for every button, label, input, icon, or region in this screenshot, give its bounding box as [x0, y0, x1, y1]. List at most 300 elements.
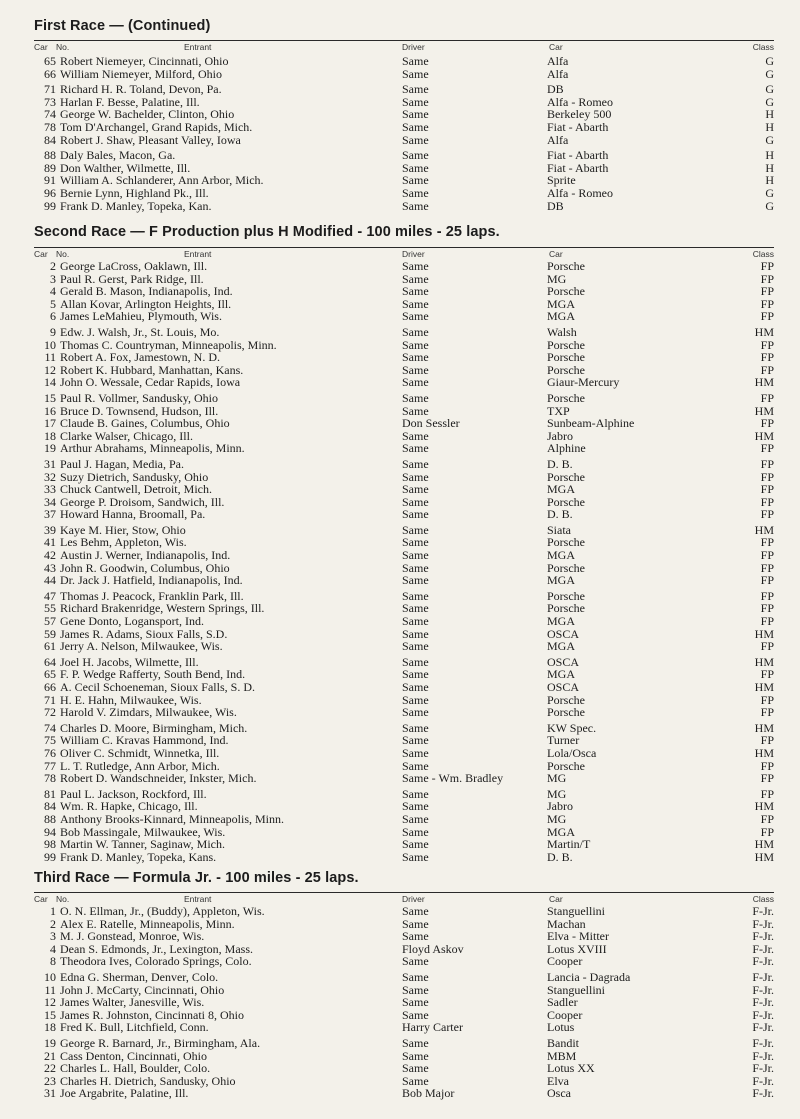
entrant-name: Don Walther, Wilmette, Ill. [60, 160, 191, 175]
car-class: HM [754, 654, 774, 669]
car-make: Elva [547, 1073, 569, 1088]
car-make: MG [547, 786, 567, 801]
car-number: 96 [44, 185, 56, 200]
car-make: Sprite [547, 173, 576, 188]
car-class: FP [760, 284, 774, 299]
entrant-name: Theodora Ives, Colorado Springs, Colo. [60, 954, 252, 969]
car-make: MGA [547, 296, 576, 311]
car-class: HM [754, 837, 774, 852]
car-number: 8 [50, 954, 56, 969]
car-number: 78 [44, 771, 56, 786]
car-number: 65 [44, 667, 56, 682]
entrant-name: George LaCross, Oaklawn, Ill. [60, 259, 208, 273]
car-make: Sunbeam-Alphine [547, 416, 635, 431]
car-class: FP [760, 441, 774, 456]
entry-row [34, 121, 774, 134]
entrant-name: Joe Argabrite, Palatine, Ill. [60, 1086, 189, 1101]
entry-row [34, 930, 774, 943]
entry-row [34, 68, 774, 81]
car-class: H [765, 173, 774, 188]
driver-name: Same [402, 390, 429, 405]
entry-row [34, 574, 774, 587]
driver-name: Same [402, 705, 429, 720]
car-make: Alfa [547, 66, 569, 81]
entrant-name: Allan Kovar, Arlington Heights, Ill. [60, 296, 232, 311]
car-class: G [765, 94, 774, 109]
car-class: FP [760, 667, 774, 682]
entrant-name: Anthony Brooks-Kinnard, Minneapolis, Minn. [60, 811, 284, 826]
driver-name: Same [402, 185, 429, 200]
driver-name: Same [402, 173, 429, 188]
entry-row [34, 772, 774, 785]
car-number: 10 [44, 337, 56, 352]
col-header-class: Class [752, 249, 774, 259]
driver-name: Same [402, 654, 429, 669]
entry-row [34, 615, 774, 628]
car-make: MGA [547, 482, 576, 497]
entry-row [34, 458, 774, 471]
col-header-no: No. [56, 42, 70, 52]
car-make: Fiat - Abarth [547, 160, 609, 175]
car-make: D. B. [547, 849, 573, 864]
driver-name: Same [402, 54, 429, 68]
car-make: Osca [547, 1086, 571, 1101]
entrant-name: F. P. Wedge Rafferty, South Bend, Ind. [60, 667, 246, 682]
entrant-name: James R. Johnston, Cincinnati 8, Ohio [60, 1007, 244, 1022]
car-make: Porsche [547, 601, 585, 616]
driver-name: Same [402, 849, 429, 864]
entrant-name: James R. Adams, Sioux Falls, S.D. [60, 626, 228, 641]
car-number: 2 [50, 916, 56, 931]
car-number: 59 [44, 626, 56, 641]
car-number: 32 [44, 469, 56, 484]
entrant-name: Howard Hanna, Broomall, Pa. [60, 507, 206, 522]
car-class: F-Jr. [752, 904, 774, 918]
car-number: 31 [44, 456, 56, 471]
driver-name: Same [402, 969, 429, 984]
col-header-car-make: Car [549, 894, 563, 904]
driver-name: Bob Major [402, 1086, 455, 1101]
car-make: MG [547, 811, 567, 826]
car-class: F-Jr. [752, 1020, 774, 1035]
car-number: 37 [44, 507, 56, 522]
car-class: FP [760, 296, 774, 311]
car-number: 98 [44, 837, 56, 852]
car-number: 1 [50, 904, 56, 918]
car-class: F-Jr. [752, 1086, 774, 1101]
car-number: 66 [44, 66, 56, 81]
driver-name: Same - Wm. Bradley [402, 771, 504, 786]
driver-name: Same [402, 954, 429, 969]
driver-name: Same [402, 916, 429, 931]
entrant-name: George P. Droisom, Sandwich, Ill. [60, 494, 225, 509]
car-class: HM [754, 403, 774, 418]
driver-name: Same [402, 1035, 429, 1050]
entrant-name: James LeMahieu, Plymouth, Wis. [60, 309, 222, 324]
car-make: Giaur-Mercury [547, 375, 620, 390]
car-class: H [765, 148, 774, 163]
car-number: 19 [44, 1035, 56, 1050]
entrant-name: William C. Kravas Hammond, Ind. [60, 733, 229, 748]
car-make: Fiat - Abarth [547, 148, 609, 163]
car-class: HM [754, 375, 774, 390]
driver-name: Same [402, 94, 429, 109]
driver-name: Same [402, 66, 429, 81]
entry-row [34, 905, 774, 918]
car-number: 55 [44, 601, 56, 616]
entrant-name: Thomas J. Peacock, Franklin Park, Ill. [60, 588, 244, 603]
car-make: TXP [547, 403, 570, 418]
entrant-name: Daly Bales, Macon, Ga. [60, 148, 176, 163]
car-make: OSCA [547, 654, 580, 669]
entry-row [34, 549, 774, 562]
car-class: F-Jr. [752, 1061, 774, 1076]
car-class: H [765, 160, 774, 175]
driver-name: Same [402, 720, 429, 735]
entry-row [34, 392, 774, 405]
car-class: FP [760, 456, 774, 471]
entry-row [34, 376, 774, 389]
entry-row [34, 285, 774, 298]
driver-name: Same [402, 494, 429, 509]
car-make: Porsche [547, 469, 585, 484]
car-class: FP [760, 337, 774, 352]
car-make: Jabro [547, 799, 573, 814]
car-class: F-Jr. [752, 1035, 774, 1050]
col-header-no: No. [56, 249, 70, 259]
car-number: 71 [44, 82, 56, 97]
car-make: Lancia - Dagrada [547, 969, 631, 984]
car-make: Elva - Mitter [547, 929, 609, 944]
column-header-row-2 [34, 247, 774, 258]
col-header-car: Car [34, 894, 48, 904]
car-class: FP [760, 705, 774, 720]
car-make: Alfa - Romeo [547, 94, 613, 109]
driver-name: Harry Carter [402, 1020, 463, 1035]
car-number: 19 [44, 441, 56, 456]
car-number: 74 [44, 107, 56, 122]
entrant-name: Clarke Walser, Chicago, Ill. [60, 428, 193, 443]
entrant-name: Les Behm, Appleton, Wis. [60, 535, 187, 550]
car-class: HM [754, 522, 774, 537]
car-class: FP [760, 469, 774, 484]
driver-name: Same [402, 375, 429, 390]
car-class: F-Jr. [752, 941, 774, 956]
driver-name: Same [402, 560, 429, 575]
car-class: HM [754, 849, 774, 864]
entrant-name: Edna G. Sherman, Denver, Colo. [60, 969, 219, 984]
car-make: KW Spec. [547, 720, 597, 735]
entry-row [34, 838, 774, 851]
car-make: OSCA [547, 626, 580, 641]
car-number: 9 [50, 324, 56, 339]
car-number: 14 [44, 375, 56, 390]
entrant-name: John J. McCarty, Cincinnati, Ohio [60, 982, 225, 997]
entry-row [34, 351, 774, 364]
car-make: Bandit [547, 1035, 579, 1050]
entrant-name: Bruce D. Townsend, Hudson, Ill. [60, 403, 219, 418]
car-number: 31 [44, 1086, 56, 1101]
entry-row [34, 971, 774, 984]
col-header-driver: Driver [402, 894, 425, 904]
car-class: FP [760, 824, 774, 839]
col-header-entrant: Entrant [184, 42, 212, 52]
car-make: Machan [547, 916, 586, 931]
driver-name: Same [402, 1048, 429, 1063]
car-make: MGA [547, 614, 576, 629]
car-number: 18 [44, 1020, 56, 1035]
car-number: 61 [44, 639, 56, 654]
entrant-name: Tom D'Archangel, Grand Rapids, Mich. [60, 119, 253, 134]
car-make: Alphine [547, 441, 586, 456]
car-number: 84 [44, 799, 56, 814]
entrant-name: Harold V. Zimdars, Milwaukee, Wis. [60, 705, 237, 720]
driver-name: Same [402, 362, 429, 377]
col-header-class: Class [752, 894, 774, 904]
car-make: Martin/T [547, 837, 591, 852]
car-number: 81 [44, 786, 56, 801]
car-class: F-Jr. [752, 969, 774, 984]
driver-name: Same [402, 522, 429, 537]
driver-name: Same [402, 758, 429, 773]
entry-row [34, 1021, 774, 1034]
entry-row [34, 200, 774, 213]
car-class: FP [760, 692, 774, 707]
driver-name: Same [402, 680, 429, 694]
driver-name: Same [402, 160, 429, 175]
car-make: MGA [547, 573, 576, 588]
entrant-name: Wm. R. Hapke, Chicago, Ill. [60, 799, 198, 814]
car-number: 5 [50, 296, 56, 311]
car-make: MBM [547, 1048, 577, 1063]
car-make: MGA [547, 639, 576, 654]
col-header-driver: Driver [402, 42, 425, 52]
entrant-name: Dean S. Edmonds, Jr., Lexington, Mass. [60, 941, 253, 956]
entry-row [34, 813, 774, 826]
car-number: 41 [44, 535, 56, 550]
car-class: FP [760, 416, 774, 431]
driver-name: Same [402, 588, 429, 603]
car-make: Lotus XVIII [547, 941, 607, 956]
driver-name: Same [402, 667, 429, 682]
car-number: 47 [44, 588, 56, 603]
car-class: HM [754, 626, 774, 641]
car-class: FP [760, 560, 774, 575]
driver-name: Same [402, 929, 429, 944]
entrant-name: Claude B. Gaines, Columbus, Ohio [60, 416, 230, 431]
race-entries-1 [34, 55, 774, 212]
driver-name: Same [402, 259, 429, 273]
car-number: 6 [50, 309, 56, 324]
driver-name: Same [402, 535, 429, 550]
race-entries-3 [34, 905, 774, 1100]
car-number: 11 [44, 350, 56, 365]
car-number: 44 [44, 573, 56, 588]
car-number: 75 [44, 733, 56, 748]
entrant-name: George R. Barnard, Jr., Birmingham, Ala. [60, 1035, 261, 1050]
entrant-name: Dr. Jack J. Hatfield, Indianapolis, Ind. [60, 573, 243, 588]
entrant-name: Frank D. Manley, Topeka, Kans. [60, 849, 217, 864]
car-number: 88 [44, 811, 56, 826]
car-make: Porsche [547, 362, 585, 377]
car-number: 11 [44, 982, 56, 997]
driver-name: Same [402, 428, 429, 443]
car-number: 66 [44, 680, 56, 694]
driver-name: Same [402, 837, 429, 852]
car-number: 3 [50, 271, 56, 286]
entry-row [34, 681, 774, 694]
entry-row [34, 417, 774, 430]
car-number: 12 [44, 362, 56, 377]
entrant-name: Robert A. Fox, Jamestown, N. D. [60, 350, 220, 365]
driver-name: Same [402, 296, 429, 311]
car-class: FP [760, 482, 774, 497]
driver-name: Same [402, 324, 429, 339]
car-make: D. B. [547, 507, 573, 522]
car-make: Porsche [547, 588, 585, 603]
entrant-name: Paul R. Vollmer, Sandusky, Ohio [60, 390, 218, 405]
car-class: F-Jr. [752, 995, 774, 1010]
entrant-name: James Walter, Janesville, Wis. [60, 995, 205, 1010]
driver-name: Same [402, 119, 429, 134]
car-number: 91 [44, 173, 56, 188]
driver-name: Same [402, 733, 429, 748]
driver-name: Don Sessler [402, 416, 460, 431]
car-number: 10 [44, 969, 56, 984]
car-class: F-Jr. [752, 916, 774, 931]
car-make: D. B. [547, 456, 573, 471]
driver-name: Same [402, 337, 429, 352]
entry-row [34, 851, 774, 864]
car-make: Cooper [547, 954, 583, 969]
col-header-entrant: Entrant [184, 249, 212, 259]
car-make: Stanguellini [547, 904, 605, 918]
car-make: Porsche [547, 284, 585, 299]
car-class: FP [760, 639, 774, 654]
driver-name: Same [402, 573, 429, 588]
car-make: Alfa [547, 132, 569, 147]
car-class: FP [760, 786, 774, 801]
car-class: H [765, 119, 774, 134]
entrant-name: A. Cecil Schoeneman, Sioux Falls, S. D. [60, 680, 255, 694]
entrant-name: Robert D. Wandschneider, Inkster, Mich. [60, 771, 257, 786]
car-number: 71 [44, 692, 56, 707]
driver-name: Same [402, 441, 429, 456]
driver-name: Same [402, 1007, 429, 1022]
col-header-entrant: Entrant [184, 894, 212, 904]
car-number: 76 [44, 745, 56, 760]
car-number: 15 [44, 1007, 56, 1022]
car-class: HM [754, 745, 774, 760]
entrant-name: George W. Bachelder, Clinton, Ohio [60, 107, 235, 122]
driver-name: Same [402, 692, 429, 707]
car-class: F-Jr. [752, 929, 774, 944]
col-header-car: Car [34, 42, 48, 52]
car-make: Lotus XX [547, 1061, 595, 1076]
car-number: 73 [44, 94, 56, 109]
car-make: Walsh [547, 324, 577, 339]
car-make: Fiat - Abarth [547, 119, 609, 134]
car-make: Sadler [547, 995, 578, 1010]
car-class: FP [760, 309, 774, 324]
column-header-row-3 [34, 892, 774, 903]
car-number: 39 [44, 522, 56, 537]
entrant-name: Richard H. R. Toland, Devon, Pa. [60, 82, 222, 97]
car-class: HM [754, 680, 774, 694]
car-make: Porsche [547, 494, 585, 509]
driver-name: Same [402, 482, 429, 497]
entrant-name: Robert Niemeyer, Cincinnati, Ohio [60, 54, 229, 68]
entry-row [34, 1087, 774, 1100]
driver-name: Same [402, 904, 429, 918]
driver-name: Same [402, 148, 429, 163]
car-make: Alfa [547, 54, 569, 68]
driver-name: Same [402, 284, 429, 299]
race-title-3: Third Race — Formula Jr. - 100 miles - 25 laps. [34, 870, 359, 886]
driver-name: Same [402, 811, 429, 826]
driver-name: Same [402, 799, 429, 814]
race-entries-2 [34, 260, 774, 863]
car-make: Porsche [547, 390, 585, 405]
car-make: Porsche [547, 758, 585, 773]
car-number: 12 [44, 995, 56, 1010]
car-class: FP [760, 271, 774, 286]
entrant-name: M. J. Gonstead, Monroe, Wis. [60, 929, 205, 944]
driver-name: Same [402, 601, 429, 616]
car-make: Siata [547, 522, 571, 537]
car-class: FP [760, 733, 774, 748]
car-make: Cooper [547, 1007, 583, 1022]
car-number: 43 [44, 560, 56, 575]
car-make: Porsche [547, 350, 585, 365]
car-number: 42 [44, 548, 56, 563]
entrant-name: Paul J. Hagan, Media, Pa. [60, 456, 184, 471]
entrant-name: Kaye M. Hier, Stow, Ohio [60, 522, 186, 537]
car-class: G [765, 198, 774, 213]
col-header-no: No. [56, 894, 70, 904]
entry-row [34, 508, 774, 521]
car-number: 57 [44, 614, 56, 629]
car-number: 99 [44, 198, 56, 213]
driver-name: Same [402, 824, 429, 839]
col-header-class: Class [752, 42, 774, 52]
driver-name: Same [402, 786, 429, 801]
driver-name: Same [402, 271, 429, 286]
driver-name: Same [402, 995, 429, 1010]
car-make: OSCA [547, 680, 580, 694]
car-number: 34 [44, 494, 56, 509]
car-make: MGA [547, 667, 576, 682]
car-class: G [765, 82, 774, 97]
car-make: MGA [547, 548, 576, 563]
car-make: Turner [547, 733, 580, 748]
car-make: MGA [547, 824, 576, 839]
entrant-name: Alex E. Ratelle, Minneapolis, Minn. [60, 916, 235, 931]
entrant-name: Harlan F. Besse, Palatine, Ill. [60, 94, 200, 109]
car-make: Porsche [547, 692, 585, 707]
entrant-name: Jerry A. Nelson, Milwaukee, Wis. [60, 639, 223, 654]
entrant-name: Charles L. Hall, Boulder, Colo. [60, 1061, 211, 1076]
entrant-name: L. T. Rutledge, Ann Arbor, Mich. [60, 758, 220, 773]
driver-name: Same [402, 1073, 429, 1088]
driver-name: Same [402, 309, 429, 324]
car-number: 23 [44, 1073, 56, 1088]
entry-row [34, 134, 774, 147]
car-class: F-Jr. [752, 1073, 774, 1088]
entrant-name: John O. Wessale, Cedar Rapids, Iowa [60, 375, 241, 390]
entry-row [34, 1037, 774, 1050]
entrant-name: Thomas C. Countryman, Minneapolis, Minn. [60, 337, 277, 352]
